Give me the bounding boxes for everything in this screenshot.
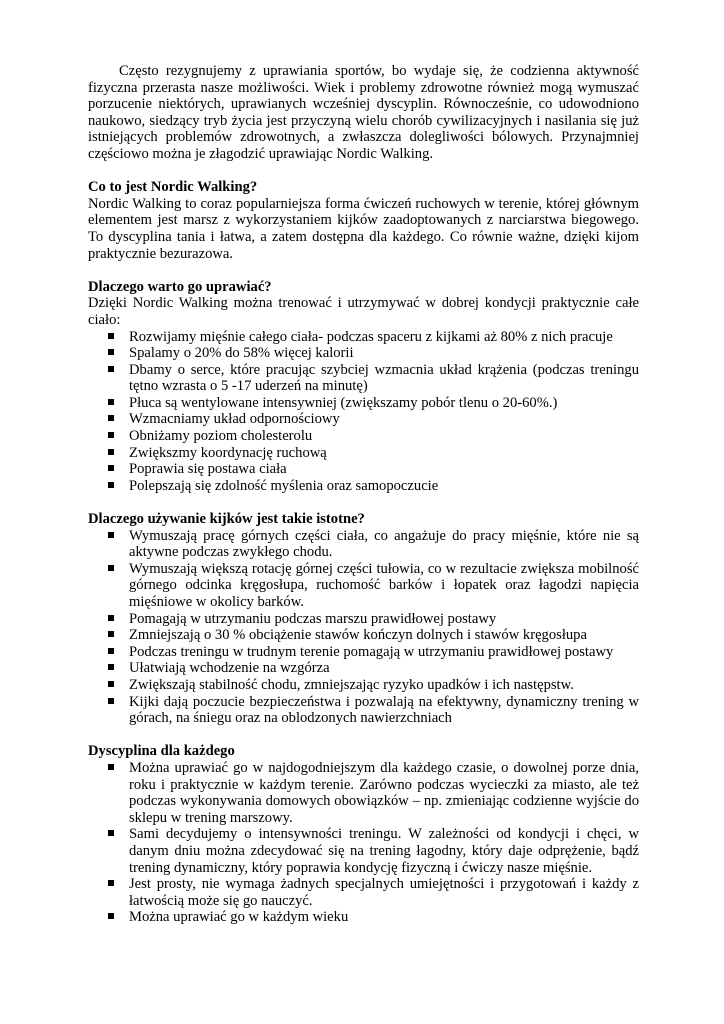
spacer [88,163,639,180]
list-item: Zwiększmy koordynację ruchową [129,445,639,462]
document-page [88,63,639,926]
spacer [88,494,639,511]
spacer [88,727,639,744]
section-body-what-is: Nordic Walking to coraz popularniejsza forma ćwiczeń ruchowych w terenie, której głównym elementem jest marsz z wykorzystaniem kijków zaadoptowanych z narciarstwa biegowego. To dyscyplina tania i łatwa, a zatem dostępna dla każdego. Co równie ważne, dzięki kijom praktycznie bezurazowa. [88,195,639,262]
list-item: Poprawia się postawa ciała [129,461,639,478]
list-item: Ułatwiają wchodzenie na wzgórza [129,660,639,677]
list-item: Wymuszają większą rotację górnej części tułowia, co w rezultacie zwiększa mobilność górnego odcinka kręgosłupa, ruchomość barków i łopatek oraz łagodzi napięcia mięśniowe w okolicy barków. [129,560,639,610]
section-body-why-worth: Dzięki Nordic Walking można trenować i utrzymywać w dobrej kondycji praktycznie całe ciało: [88,295,639,328]
section-heading-for-everyone: Dyscyplina dla każdego [88,743,235,760]
section-heading-poles: Dlaczego używanie kijków jest takie istotne? [88,511,365,528]
list-item: Obniżamy poziom cholesterolu [129,428,639,445]
everyone-list [88,760,639,926]
list-item: Zmniejszają o 30 % obciążenie stawów kończyn dolnych i stawów kręgosłupa [129,627,639,644]
benefits-list [88,329,639,495]
poles-list [88,528,639,727]
intro-paragraph: Często rezygnujemy z uprawiania sportów, bo wydaje się, że codzienna aktywność fizyczna przerasta nasze możliwości. Wiek i problemy zdrowotne również mogą wymuszać porzucenie niektórych, uprawianych wcześniej dyscyplin. Równocześnie, co udowodniono naukowo, siedzący tryb życia jest przyczyną wielu chorób cywilizacyjnych i nasilania się już istniejących problemów zdrowotnych, a zwłaszcza dolegliwości bólowych. Przynajmniej częściowo można je złagodzić uprawiając Nordic Walking. [88,63,639,162]
list-item: Jest prosty, nie wymaga żadnych specjalnych umiejętności i przygotowań i każdy z łatwością może się go nauczyć. [129,876,639,909]
list-item: Płuca są wentylowane intensywniej (zwiększamy pobór tlenu o 20-60%.) [129,395,639,412]
list-item: Wymuszają pracę górnych części ciała, co angażuje do pracy mięśnie, które nie są aktywne podczas zwykłego chodu. [129,527,639,561]
list-item: Polepszają się zdolność myślenia oraz samopoczucie [129,478,639,495]
list-item: Pomagają w utrzymaniu podczas marszu prawidłowej postawy [129,611,639,628]
list-item: Sami decydujemy o intensywności treningu. W zależności od kondycji i chęci, w danym dniu można zdecydować się na trening łagodny, który daje odprężenie, bądź trening dynamiczny, który poprawia kondycję fizyczną i ćwiczy nasze mięśnie. [129,826,639,876]
section-heading-what-is: Co to jest Nordic Walking? [88,179,258,196]
spacer [88,262,639,279]
list-item: Zwiększają stabilność chodu, zmniejszając ryzyko upadków i ich następstw. [129,677,639,694]
list-item: Można uprawiać go w najdogodniejszym dla każdego czasie, o dowolnej porze dnia, roku i praktycznie w każdym terenie. Zarówno podczas wycieczki za miasto, ale też podczas wykonywania domowych obowiązków – np. zmieniając codzienne wyjście do sklepu w trening marszowy. [129,759,639,826]
list-item: Rozwijamy mięśnie całego ciała- podczas spaceru z kijkami aż 80% z nich pracuje [129,329,639,346]
section-heading-why-worth: Dlaczego warto go uprawiać? [88,278,272,295]
list-item: Spalamy o 20% do 58% więcej kalorii [129,345,639,362]
list-item: Kijki dają poczucie bezpieczeństwa i pozwalają na efektywny, dynamiczny trening w górach, na śniegu oraz na oblodzonych nawierzchniach [129,693,639,727]
list-item: Wzmacniamy układ odpornościowy [129,411,639,428]
list-item: Można uprawiać go w każdym wieku [129,909,639,926]
list-item: Dbamy o serce, które pracując szybciej wzmacnia układ krążenia (podczas treningu tętno wzrasta o 5 -17 uderzeń na minutę) [129,361,639,395]
list-item: Podczas treningu w trudnym terenie pomagają w utrzymaniu prawidłowej postawy [129,644,639,661]
